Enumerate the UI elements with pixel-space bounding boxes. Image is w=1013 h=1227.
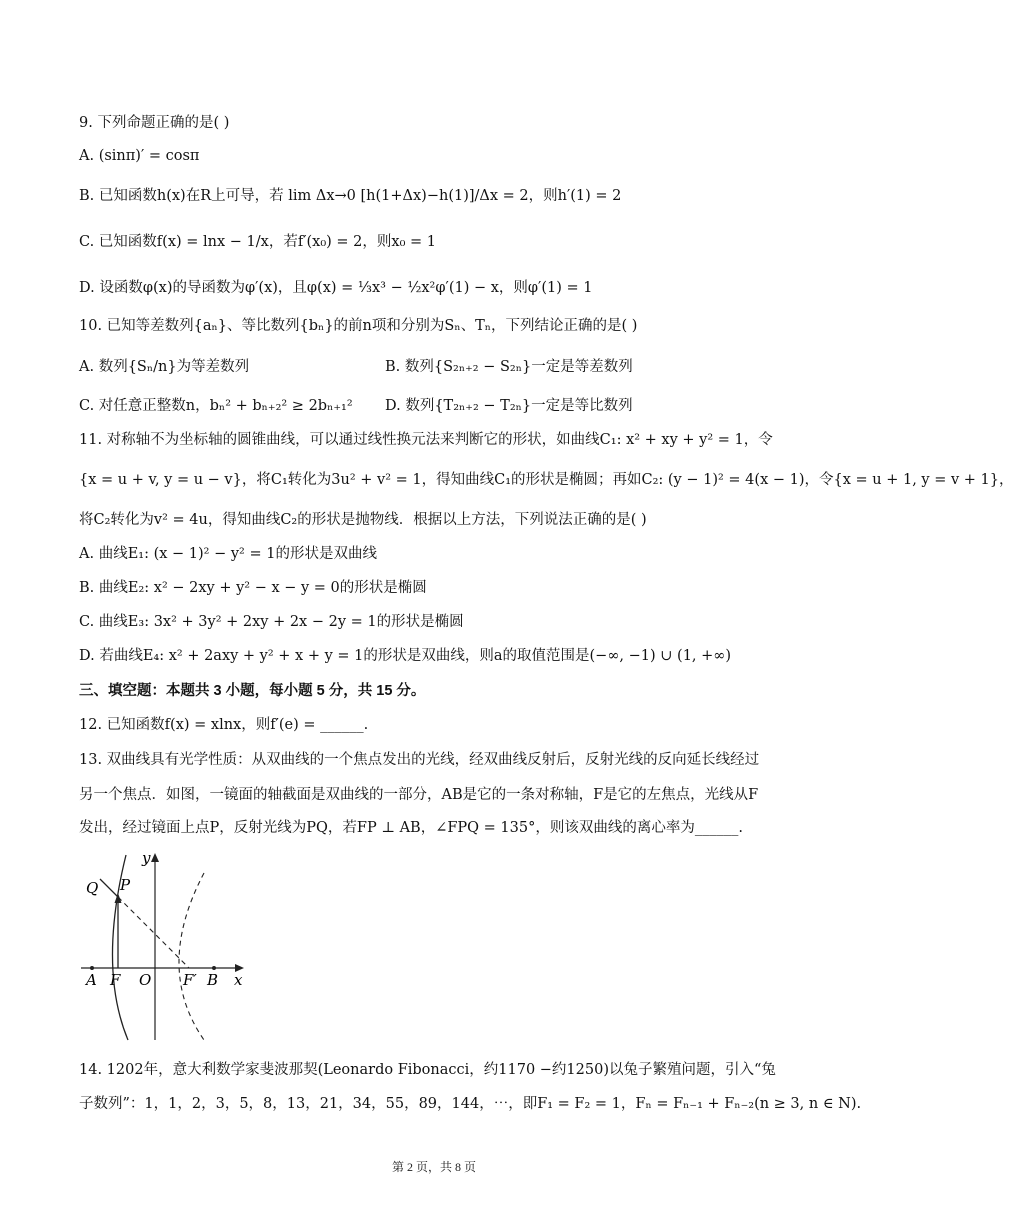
ray-pq bbox=[100, 879, 118, 897]
q10-stem: 10. 已知等差数列{aₙ}、等比数列{bₙ}的前n项和分别为Sₙ、Tₙ，下列结论正确的是( ) bbox=[79, 318, 638, 334]
q11-line2: {x = u + v, y = u − v}，将C₁转化为3u² + v² = 1，得知曲线C₁的形状是椭圆；再如C₂: (y − 1)² = 4(x − 1)，令{x = u + 1, y = v + 1}， bbox=[79, 472, 1013, 488]
q11-option-b: B. 曲线E₂: x² − 2xy + y² − x − y = 0的形状是椭圆 bbox=[79, 580, 427, 596]
label-f: F bbox=[110, 971, 121, 989]
point-a bbox=[90, 966, 94, 970]
label-a: A bbox=[86, 971, 97, 989]
q14-line2: 子数列”：1，1，2，3，5，8，13，21，34，55，89，144，⋯，即F₁ = F₂ = 1，Fₙ = Fₙ₋₁ + Fₙ₋₂(n ≥ 3, n ∈ N). bbox=[79, 1096, 862, 1112]
extension-to-f2 bbox=[118, 897, 189, 968]
label-p: P bbox=[120, 876, 131, 894]
hyperbola-right-branch bbox=[179, 873, 204, 1040]
q10-option-a: A. 数列{Sₙ/n}为等差数列 bbox=[79, 359, 250, 375]
q13-line2: 另一个焦点．如图，一镜面的轴截面是双曲线的一部分，AB是它的一条对称轴，F是它的左焦点，光线从F bbox=[79, 787, 759, 803]
point-b bbox=[212, 966, 216, 970]
q10-option-b: B. 数列{S₂ₙ₊₂ − S₂ₙ}一定是等差数列 bbox=[385, 359, 633, 375]
hyperbola-figure bbox=[76, 845, 256, 1045]
page-footer: 第 2 页，共 8 页 bbox=[391, 1160, 476, 1174]
label-o: O bbox=[139, 971, 152, 989]
q13-line1: 13. 双曲线具有光学性质：从双曲线的一个焦点发出的光线，经双曲线反射后，反射光线的反向延长线经过 bbox=[79, 752, 760, 768]
label-y: y bbox=[142, 849, 151, 867]
q14-line1: 14. 1202年，意大利数学家斐波那契(Leonardo Fibonacci，约1170 −约1250)以兔子繁殖问题，引入“兔 bbox=[79, 1062, 776, 1078]
label-q: Q bbox=[86, 879, 99, 897]
q11-line3: 将C₂转化为v² = 4u，得知曲线C₂的形状是抛物线．根据以上方法，下列说法正确的是( ) bbox=[79, 512, 647, 528]
q10-option-d: D. 数列{T₂ₙ₊₂ − T₂ₙ}一定是等比数列 bbox=[385, 398, 633, 414]
q9-option-c: C. 已知函数f(x) = lnx − 1/x，若f′(x₀) = 2，则x₀ = 1 bbox=[79, 234, 436, 250]
y-axis-arrow bbox=[151, 853, 159, 862]
q10-option-c: C. 对任意正整数n，bₙ² + bₙ₊₂² ≥ 2bₙ₊₁² bbox=[79, 398, 353, 414]
label-f-prime: F′ bbox=[183, 971, 197, 989]
q9-stem: 9. 下列命题正确的是( ) bbox=[79, 115, 230, 131]
q9-option-b: B. 已知函数h(x)在R上可导，若 lim Δx→0 [h(1+Δx)−h(1)]/Δx = 2，则h′(1) = 2 bbox=[79, 188, 622, 204]
q9-option-d: D. 设函数φ(x)的导函数为φ′(x)，且φ(x) = ⅓x³ − ½x²φ′(1) − x，则φ′(1) = 1 bbox=[79, 280, 593, 296]
q13-line3: 发出，经过镜面上点P，反射光线为PQ，若FP ⊥ AB，∠FPQ = 135°，则该双曲线的离心率为______. bbox=[79, 820, 743, 836]
q9-option-a: A. (sinπ)′ = cosπ bbox=[79, 148, 200, 164]
q11-line1: 11. 对称轴不为坐标轴的圆锥曲线，可以通过线性换元法来判断它的形状，如曲线C₁: x² + xy + y² = 1，令 bbox=[79, 432, 773, 448]
label-x: x bbox=[234, 971, 243, 989]
q11-option-a: A. 曲线E₁: (x − 1)² − y² = 1的形状是双曲线 bbox=[79, 546, 377, 562]
section-heading: 三、填空题：本题共 3 小题，每小题 5 分，共 15 分。 bbox=[79, 683, 426, 699]
label-b: B bbox=[207, 971, 219, 989]
q11-option-c: C. 曲线E₃: 3x² + 3y² + 2xy + 2x − 2y = 1的形状是椭圆 bbox=[79, 614, 464, 630]
q12: 12. 已知函数f(x) = xlnx，则f′(e) = ______. bbox=[79, 717, 369, 733]
q11-option-d: D. 若曲线E₄: x² + 2axy + y² + x + y = 1的形状是双曲线，则a的取值范围是(−∞, −1) ∪ (1, +∞) bbox=[79, 648, 732, 664]
